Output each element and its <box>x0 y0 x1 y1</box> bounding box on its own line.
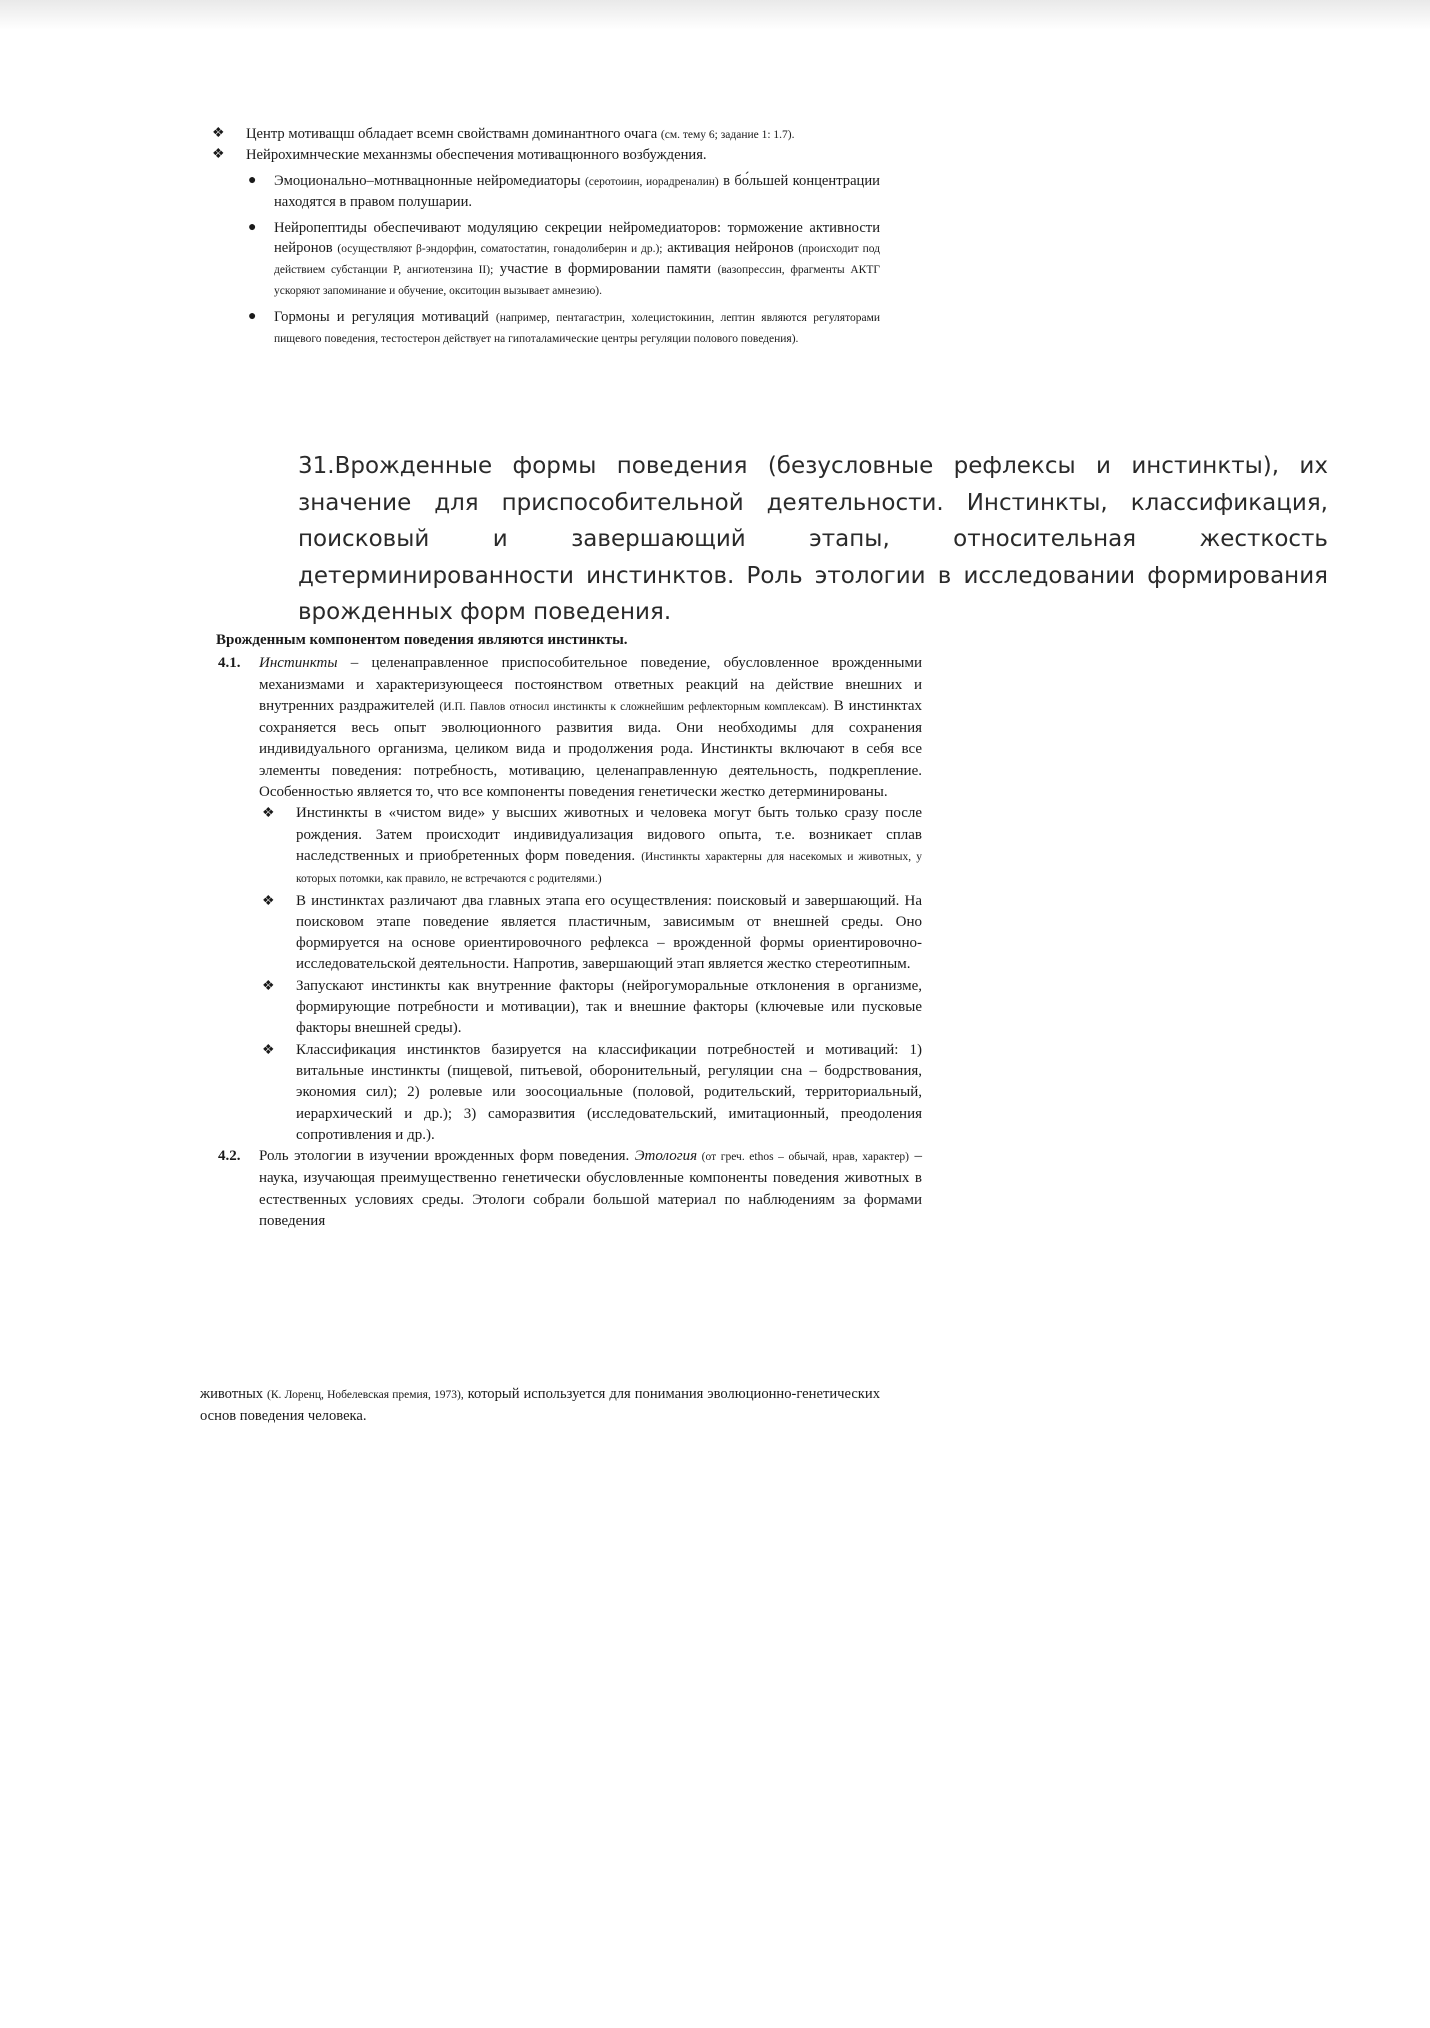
dot-bullet-icon: ● <box>248 309 257 324</box>
question-heading: 31.Врожденные формы поведения (безусловные рефлексы и инстинкты), их значение для приспособительной деятельности. Инстинкты, классификация, поисковый и завершающий этапы, относительная жесткость детерминированности инстинктов. Роль этологии в исследовании формирования врожденных форм поведения. <box>298 453 1328 625</box>
item-text: Роль этологии в изучении врожденных форм поведения. <box>259 1148 635 1165</box>
item-note: (И.П. Павлов относил инстинкты к сложнейшим рефлекторным комплексам). <box>439 700 829 713</box>
sub-bullet-text: Нейропептиды обеспечивают модуляцию секреции нейромедиаторов: торможение активности нейронов <box>274 220 880 256</box>
diamond-bullet-icon: ❖ <box>262 978 275 994</box>
diamond-bullet-icon: ❖ <box>262 806 275 822</box>
sub-bullet-item <box>212 803 922 890</box>
sub-bullet-note: (осуществляют β-эндорфин, соматостатин, гонадолиберин и др.); <box>337 243 663 255</box>
bullet-note: (см. тему 6; задание 1: 1.7). <box>660 129 795 141</box>
diamond-bullet-icon: ❖ <box>212 147 225 162</box>
motivation-section <box>212 124 880 349</box>
sub-bullet-item <box>212 891 922 976</box>
continuation-text <box>200 1384 880 1427</box>
dot-bullet-icon: ● <box>248 220 257 235</box>
sub-bullet-text: Эмоционально–мотнвацнонные нейромедиаторы <box>274 173 581 189</box>
sub-bullet-note-2: (происходит под действием субстанции P, ангиотензина II); <box>274 243 881 276</box>
dot-bullet-icon: ● <box>248 173 257 188</box>
bullet-item <box>212 124 880 145</box>
sub-bullet-text: Запускают инстинкты как внутренние факторы (нейрогуморальные отклонения в организме, формирующие потребности и мотивации), так и внешние факторы (ключевые или пусковые факторы внешней среды). <box>296 977 922 1037</box>
item-term: Этология <box>634 1148 698 1165</box>
sub-bullet-note: (серотоиин, иорадреналин) <box>584 176 719 188</box>
diamond-bullet-icon: ❖ <box>262 893 275 909</box>
item-number: 4.2. <box>218 1148 241 1165</box>
bullet-item <box>212 145 880 165</box>
item-number: 4.1. <box>218 655 241 672</box>
numbered-item <box>212 653 922 803</box>
sub-bullet-text-2: активация нейронов <box>667 240 794 256</box>
instincts-section <box>212 630 922 1232</box>
diamond-bullet-icon: ❖ <box>212 126 225 141</box>
sub-bullet-text-3: участие в формировании памяти <box>499 261 712 277</box>
sub-bullet-note: (Инстинкты характерны для насекомых и животных, у которых потомки, как правило, не встречаются с родителями.) <box>296 850 922 886</box>
sub-bullet-text: Гормоны и регуляция мотиваций <box>274 309 489 325</box>
sub-bullet-item <box>212 1040 922 1146</box>
bullet-text: Центр мотиващш обладает всемн свойствамн доминантного очага <box>246 126 658 142</box>
item-text-2: В инстинктах сохраняется весь опыт эволюционного развития вида. Они необходимы для сохранения индивидуального организма, целиком вида и продолжения рода. Инстинкты включают в себя все элементы поведения: потребность, мотивацию, целенаправленную деятельность, подкрепление. Особенностью является то, что все компоненты поведения генетически жестко детерминированы. <box>259 697 922 801</box>
sub-bullet-text: Инстинкты в «чистом виде» у высших животных и человека могут быть только сразу после рождения. Затем происходит индивидуализация видового опыта, т.е. возникает сплав наследственных и приобретенных форм поведения. <box>296 805 922 864</box>
section-lead: Врожденным компонентом поведения являются инстинкты. <box>216 632 628 648</box>
diamond-bullet-icon: ❖ <box>262 1042 275 1058</box>
item-text-2: – наука, изучающая преимущественно генетически обусловленные компоненты поведения животных в естественных условиях среды. Этологи собрали большой материал по наблюдениям за формами поведения <box>259 1148 922 1230</box>
tail-text: животных <box>200 1386 268 1402</box>
sub-bullet-note-3: (вазопрессин, фрагменты АКТГ ускоряют запоминание и обучение, окситоцин вызывает амнезию). <box>274 264 881 297</box>
item-text: – целенаправленное приспособительное поведение, обусловленное врожденными механизмами и характеризующееся постоянством ответных реакций на действие внешних и внутренних раздражителей <box>259 655 922 714</box>
sub-bullet-item <box>212 218 880 301</box>
tail-note: (К. Лоренц, Нобелевская премия, 1973), <box>267 1389 464 1401</box>
sub-bullet-text: В инстинктах различают два главных этапа его осуществления: поисковый и завершающий. На поисковом этапе поведение является пластичным, зависимым от внешней среды. Оно формируется на основе ориентировочного рефлекса – врожденной формы ориентировочно-исследовательской деятельности. Напротив, завершающий этап является жестко стереотипным. <box>296 892 922 973</box>
sub-bullet-text: Классификация инстинктов базируется на классификации потребностей и мотиваций: 1) витальные инстинкты (пищевой, питьевой, оборонительный, регуляции сна – бодрствования, экономия сил); 2) ролевые или зоосоциальные (половой, родительский, территориальный, иерархический и др.); 3) саморазвития (исследовательский, имитационный, преодоления сопротивления и др.). <box>296 1041 922 1143</box>
sub-bullet-item <box>212 307 880 349</box>
item-term: Инстинкты <box>259 655 338 672</box>
numbered-item <box>212 1146 922 1232</box>
sub-bullet-item <box>212 976 922 1040</box>
item-note: (от греч. ethos – обычай, нрав, характер) <box>697 1151 910 1164</box>
sub-bullet-text-2: в бо́льшей концентрации находятся в правом полушарии. <box>274 173 880 210</box>
sub-bullet-item <box>212 171 880 212</box>
bullet-text: Нейрохимнческие механнзмы обеспечения мотиващюнного возбуждения. <box>246 147 707 163</box>
tail-text-2: который используется для понимания эволюционно-генетических основ поведения человека. <box>200 1386 880 1424</box>
sub-bullet-note: (например, пентагастрин, холецистокинин, лептин являются регуляторами пищевого поведения, тестостерон действует на гипоталамические центры регуляции полового поведения). <box>274 312 880 345</box>
scan-edge-shadow <box>0 0 1430 30</box>
